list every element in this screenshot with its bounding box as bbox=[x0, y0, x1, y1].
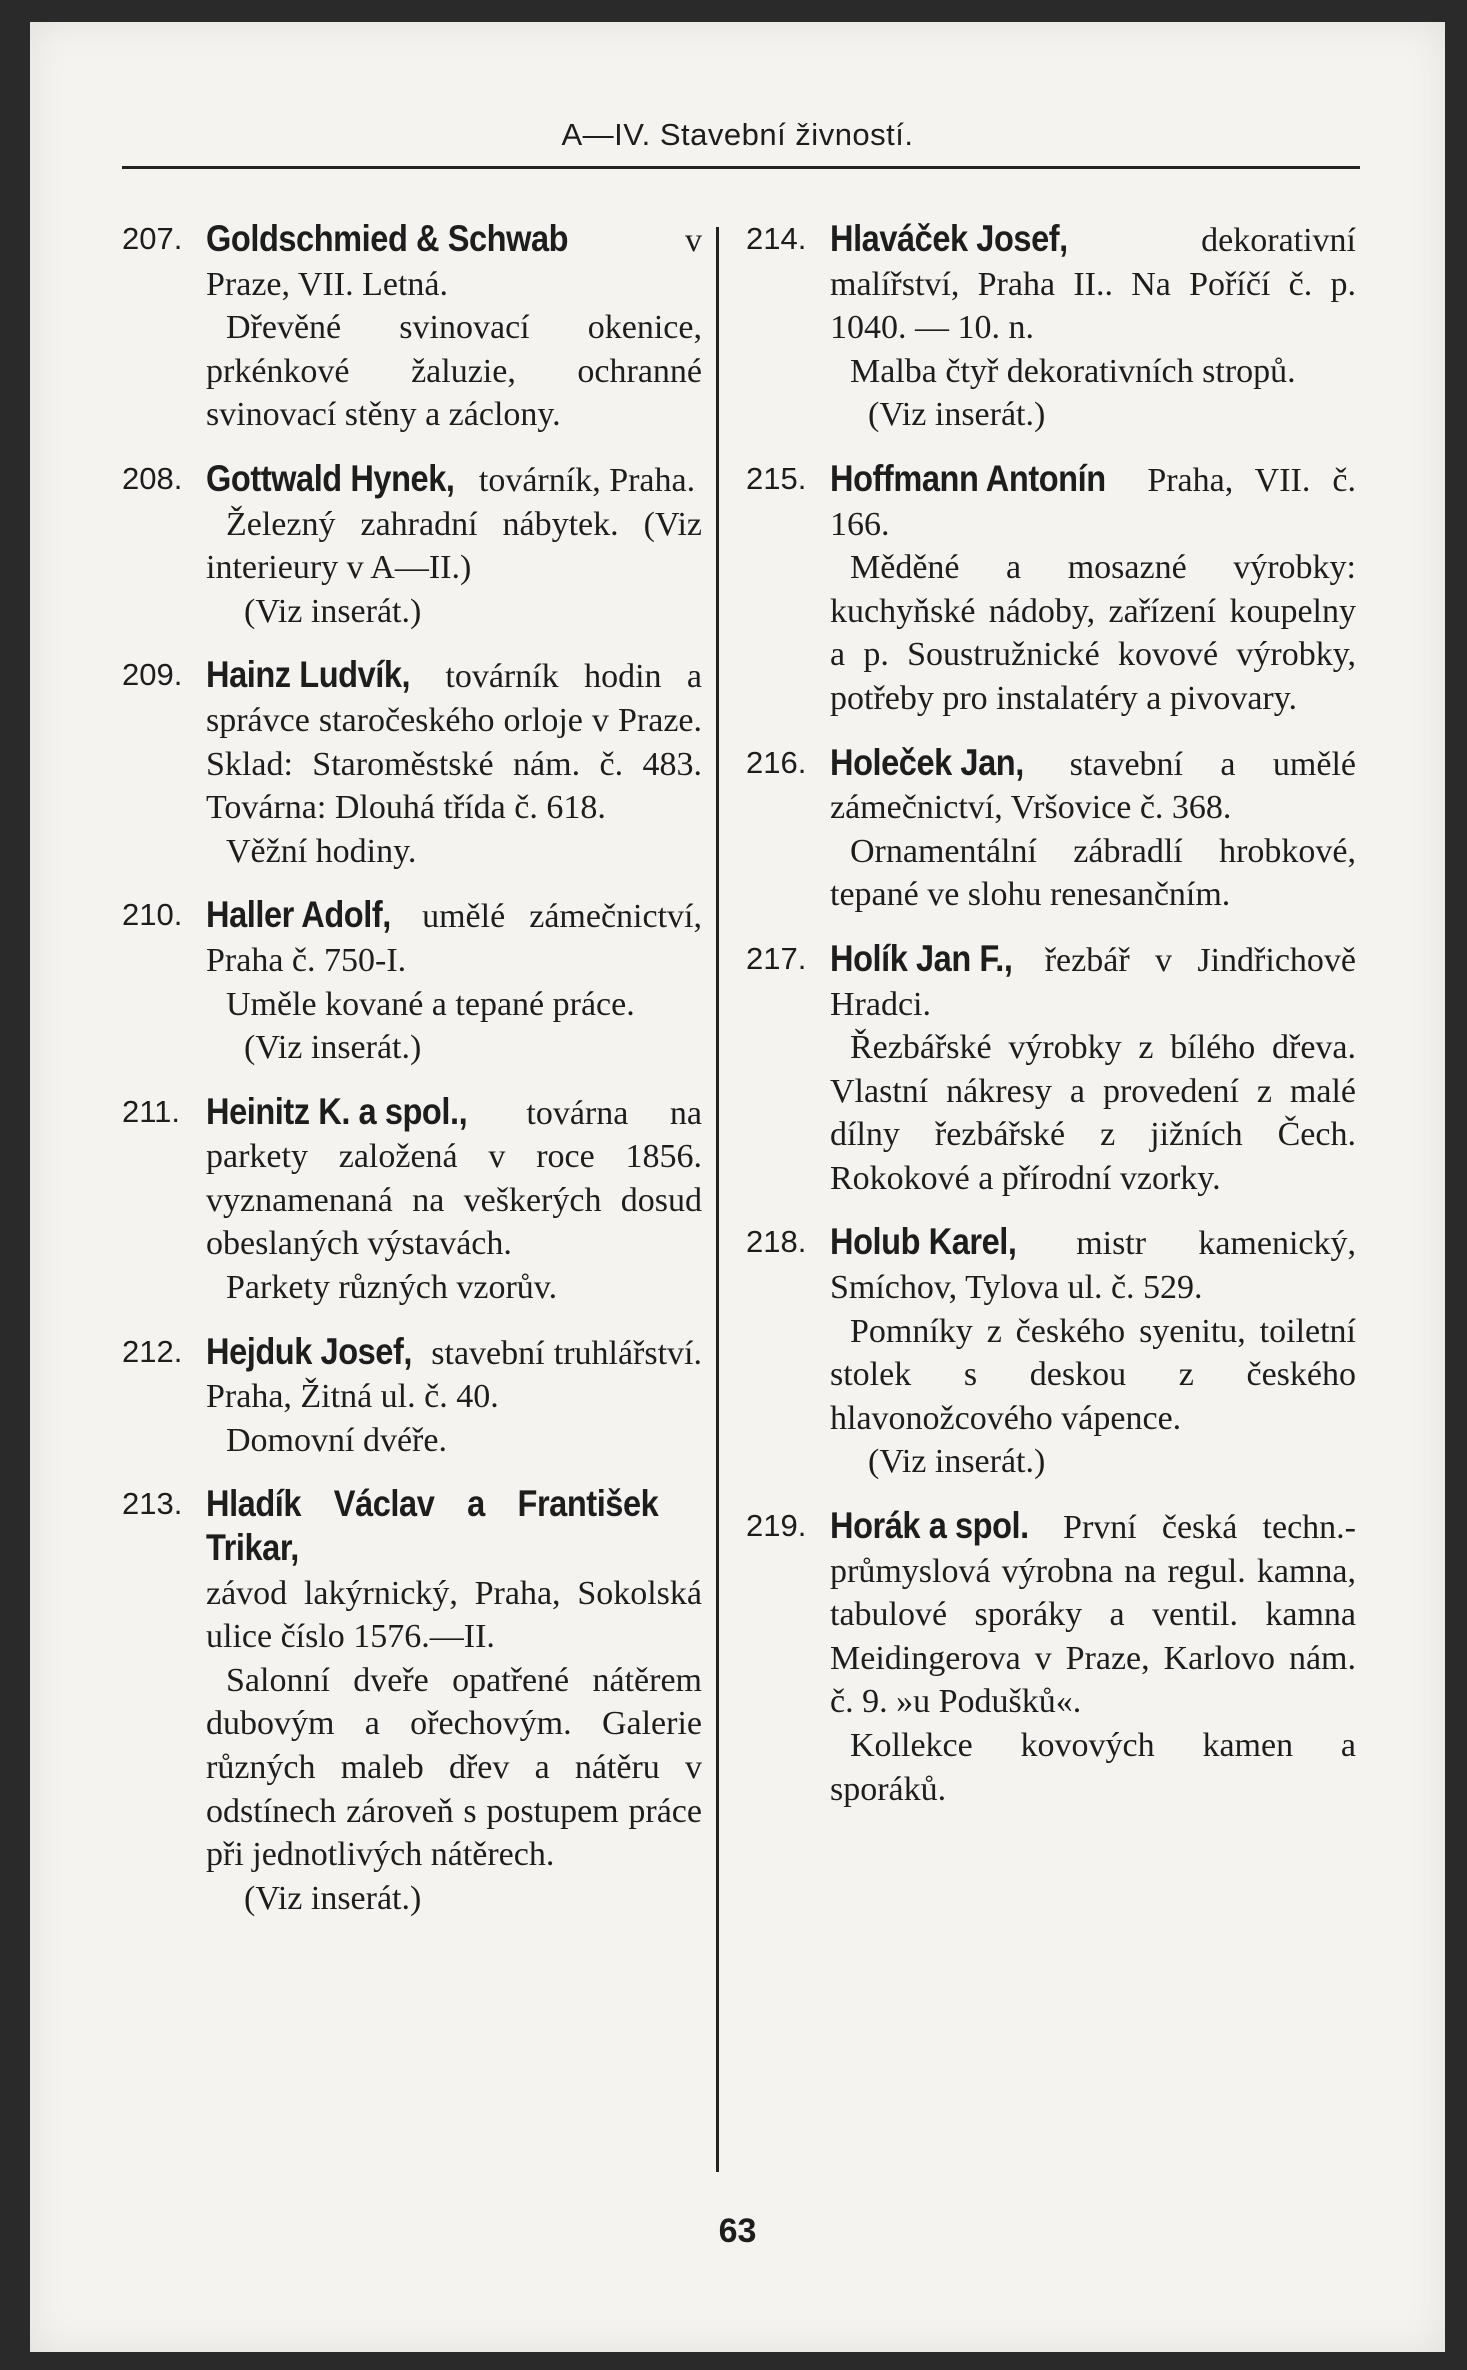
entry-number: 217. bbox=[746, 940, 807, 976]
right-column bbox=[746, 217, 1356, 1831]
entry-description: Dřevěné svinovací okenice, prkénkové žaluzie, ochranné svinovací stěny a záclony. bbox=[206, 309, 702, 434]
entry bbox=[122, 653, 702, 873]
entry-name: Holub Karel, bbox=[830, 1221, 1017, 1263]
entry-description: Domovní dvéře. bbox=[226, 1421, 447, 1459]
entry-number: 214. bbox=[746, 221, 807, 256]
entry bbox=[746, 741, 1356, 917]
header-rule bbox=[122, 166, 1360, 169]
entry-number: 219. bbox=[746, 1508, 807, 1544]
entry bbox=[122, 1330, 702, 1463]
entry-number: 210. bbox=[122, 897, 183, 933]
entry-info: stavební truhlářství. Praha, Žitná ul. č. 40. bbox=[206, 1334, 703, 1416]
entry bbox=[746, 457, 1356, 721]
page-number: 63 bbox=[718, 2212, 757, 2250]
entry-info: továrna na parkety založená v roce 1856. vyznamenaná na veškerých dosud obeslaných výstavách. bbox=[206, 1094, 702, 1263]
entry-name: Holík Jan F., bbox=[830, 937, 1013, 979]
left-column bbox=[122, 217, 702, 1940]
entry-name: Hejduk Josef, bbox=[206, 1330, 412, 1372]
entry-name: Gottwald Hynek, bbox=[206, 457, 455, 499]
entry-reference: (Viz inserát.) bbox=[244, 1029, 422, 1067]
entry-description: Železný zahradní nábytek. (Viz interieury v A—II.) bbox=[206, 505, 702, 587]
entry-description: Uměle kované a tepané práce. bbox=[226, 985, 635, 1023]
entry bbox=[746, 217, 1356, 437]
entry-number: 211. bbox=[122, 1093, 181, 1129]
entry-reference: (Viz inserát.) bbox=[244, 1879, 422, 1917]
entry-number: 207. bbox=[122, 221, 183, 256]
entry bbox=[122, 893, 702, 1069]
entry-name: Haller Adolf, bbox=[206, 894, 391, 936]
entry-name: Horák a spol. bbox=[830, 1505, 1029, 1547]
entry-name: Goldschmied & Schwab bbox=[206, 218, 569, 259]
entry-number: 215. bbox=[746, 460, 807, 496]
entry bbox=[122, 217, 702, 437]
entry-info: Praha, VII. č. 166. bbox=[830, 461, 1356, 543]
entry bbox=[746, 1504, 1356, 1811]
entry-number: 216. bbox=[746, 744, 807, 780]
entry-description: Ornamentální zábradlí hrobkové, tepané ve slohu renesančním. bbox=[830, 832, 1356, 914]
entry bbox=[746, 937, 1356, 1201]
entry-name: Holeček Jan, bbox=[830, 741, 1024, 783]
entry-name: Hladík Václav a František Trikar, bbox=[206, 1483, 659, 1569]
entry-name: Hlaváček Josef, bbox=[830, 218, 1068, 259]
entry-reference: (Viz inserát.) bbox=[868, 1443, 1046, 1481]
entry-number: 218. bbox=[746, 1224, 807, 1260]
entry bbox=[746, 1220, 1356, 1484]
entry-description: Kollekce kovových kamen a sporáků. bbox=[830, 1727, 1356, 1808]
entry-info: umělé zámečnictví, Praha č. 750-I. bbox=[206, 898, 702, 979]
page-header: A—IV. Stavební živností. bbox=[561, 117, 914, 152]
entry-name: Hoffmann Antonín bbox=[830, 457, 1106, 499]
entry-description: Řezbářské výrobky z bílého dřeva. Vlastní nákresy a provedení z malé dílny řezbářské z jižních Čech. Rokokové a přírodní vzorky. bbox=[830, 1029, 1356, 1197]
entry-info: v Praze, VII. Letná. bbox=[206, 222, 702, 303]
column-divider bbox=[716, 227, 719, 2172]
entry-reference: (Viz inserát.) bbox=[244, 592, 422, 630]
entry-info: závod lakýrnický, Praha, Sokolská ulice číslo 1576.—II. bbox=[206, 1574, 702, 1656]
entry-description: Parkety různých vzorův. bbox=[226, 1269, 558, 1307]
entry-name: Heinitz K. a spol., bbox=[206, 1090, 468, 1132]
entry bbox=[122, 1090, 702, 1310]
entry-description: Věžní hodiny. bbox=[226, 832, 417, 870]
entry-description: Pomníky z českého syenitu, toiletní stolek s deskou z českého hlavonožcového vápence. bbox=[830, 1312, 1356, 1437]
entry-info: stavební a umělé zámečnictví, Vršovice č. 368. bbox=[830, 745, 1356, 827]
entry bbox=[122, 457, 702, 633]
entry-info: továrník, Praha. bbox=[478, 461, 696, 499]
entry-number: 208. bbox=[122, 460, 183, 496]
entry-info: První česká techn.-průmyslová výrobna na regul. kamna, tabulové sporáky a ventil. kamna Meidingerova v Praze, Karlovo nám. č. 9. »u Podušků«. bbox=[830, 1509, 1356, 1721]
entry-number: 213. bbox=[122, 1486, 183, 1522]
entry-info: dekorativní malířství, Praha II.. Na Poříčí č. p. 1040. — 10. n. bbox=[830, 222, 1356, 347]
entry-info: továrník hodin a správce staročeského orloje v Praze. Sklad: Staroměstské nám. č. 483. Továrna: Dlouhá třída č. 618. bbox=[206, 658, 702, 827]
entry-description: Salonní dveře opatřené nátěrem dubovým a ořechovým. Galerie různých maleb dřev a nátěru v odstínech zároveň s postupem práce při jednotlivých nátěrech. bbox=[206, 1661, 702, 1874]
entry-number: 212. bbox=[122, 1333, 183, 1369]
entry-info: mistr kamenický, Smíchov, Tylova ul. č. 529. bbox=[830, 1225, 1357, 1307]
entry-description: Měděné a mosazné výrobky: kuchyňské nádoby, zařízení koupelny a p. Soustružnické kovové výrobky, potřeby pro instalatéry a pivovary. bbox=[830, 549, 1356, 717]
entry bbox=[122, 1482, 702, 1920]
entry-description: Malba čtyř dekorativních stropů. bbox=[850, 352, 1296, 390]
entry-name: Hainz Ludvík, bbox=[206, 654, 411, 696]
document-page bbox=[30, 22, 1445, 2352]
entry-number: 209. bbox=[122, 657, 183, 693]
entry-reference: (Viz inserát.) bbox=[868, 396, 1046, 434]
entry-info: řezbář v Jindřichově Hradci. bbox=[830, 941, 1357, 1023]
